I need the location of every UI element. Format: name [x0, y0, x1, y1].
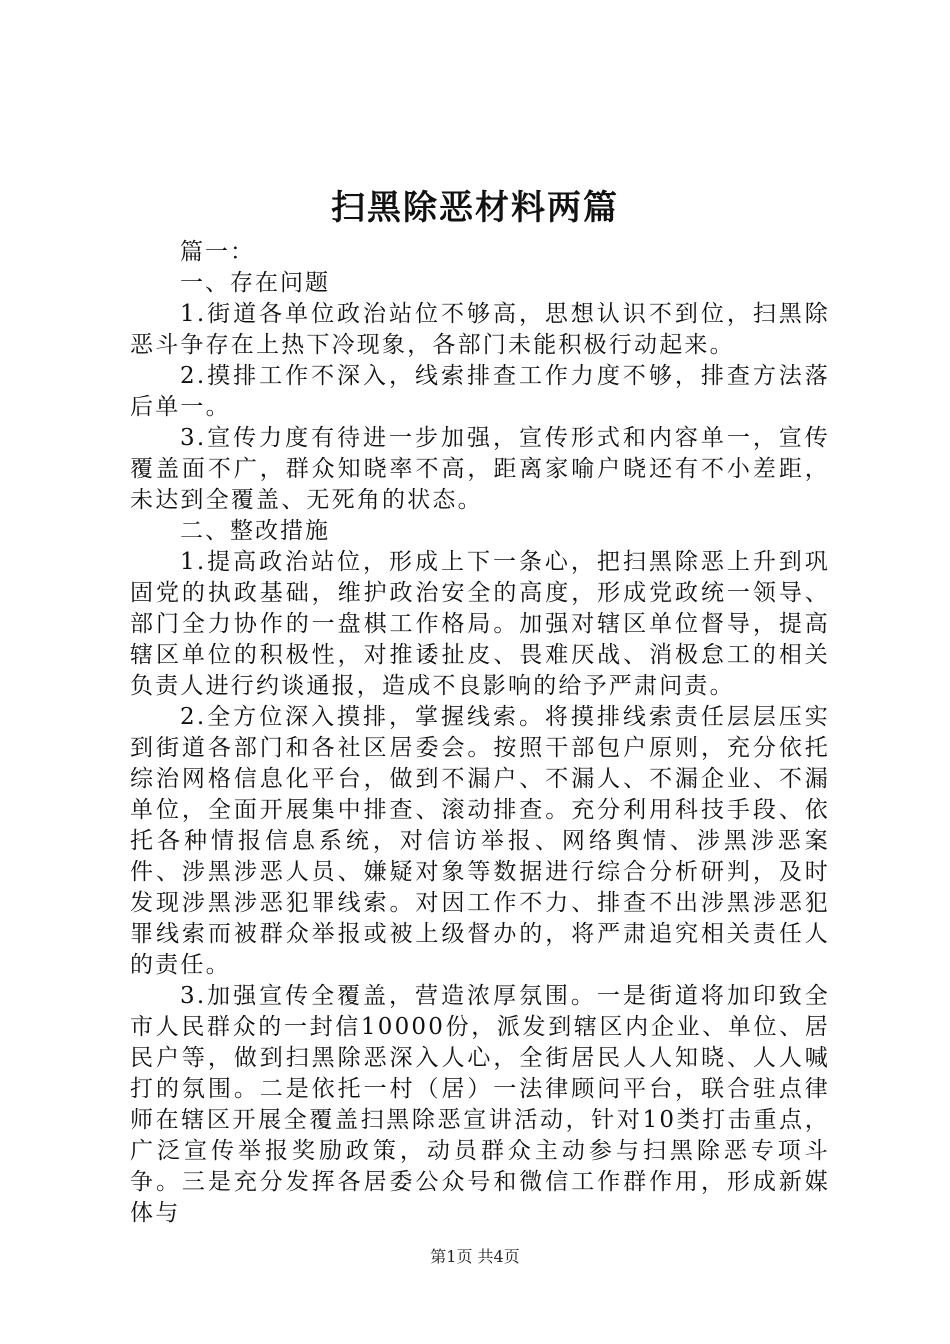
page-title: 扫黑除恶材料两篇 — [331, 188, 619, 228]
section-heading-problems: 一、存在问题 — [180, 270, 330, 296]
paragraph: 2.全方位深入摸排，掌握线索。将摸排线索责任层层压实到街道各部门和各社区居委会。按照干部包户原则，充分依托综治网格信息化平台，做到不漏户、不漏人、不漏企业、不漏单位，全面开展集中排查、滚动排查。充分利用科技手段、依托各种情报信息系统，对信访举报、网络舆情、涉黑涉恶案件、涉黑涉恶人员、嫌疑对象等数据进行综合分析研判，及时发现涉黑涉恶犯罪线索。对因工作不力、排查不出涉黑涉恶犯罪线索而被群众举报或被上级督办的，将严肃追究相关责任人的责任。 — [130, 704, 830, 978]
paragraph: 3.宣传力度有待进一步加强，宣传形式和内容单一，宣传覆盖面不广，群众知晓率不高，距离家喻户晓还有不小差距，未达到全覆盖、无死角的状态。 — [130, 425, 830, 513]
paragraph: 2.摸排工作不深入，线索排查工作力度不够，排查方法落后单一。 — [130, 363, 830, 420]
section-heading-measures: 二、整改措施 — [180, 518, 330, 544]
document-body — [130, 237, 830, 1229]
page-footer: 第1页 共4页 — [430, 1247, 520, 1266]
paragraph: 1.提高政治站位，形成上下一条心，把扫黑除恶上升到巩固党的执政基础，维护政治安全的高度，形成党政统一领导、部门全力协作的一盘棋工作格局。加强对辖区单位督导，提高辖区单位的积极性，对推诿扯皮、畏难厌战、消极怠工的相关负责人进行约谈通报，造成不良影响的给予严肃问责。 — [130, 549, 830, 699]
section-label: 篇一： — [180, 239, 255, 265]
paragraph: 1.街道各单位政治站位不够高，思想认识不到位，扫黑除恶斗争存在上热下冷现象，各部门未能积极行动起来。 — [130, 301, 830, 358]
paragraph: 3.加强宣传全覆盖，营造浓厚氛围。一是街道将加印致全市人民群众的一封信10000份，派发到辖区内企业、单位、居民户等，做到扫黑除恶深入人心，全街居民人人知晓、人人喊打的氛围。二是依托一村（居）一法律顾问平台，联合驻点律师在辖区开展全覆盖扫黑除恶宣讲活动，针对10类打击重点，广泛宣传举报奖励政策，动员群众主动参与扫黑除恶专项斗争。三是充分发挥各居委公众号和微信工作群作用，形成新媒体与 — [130, 983, 830, 1226]
